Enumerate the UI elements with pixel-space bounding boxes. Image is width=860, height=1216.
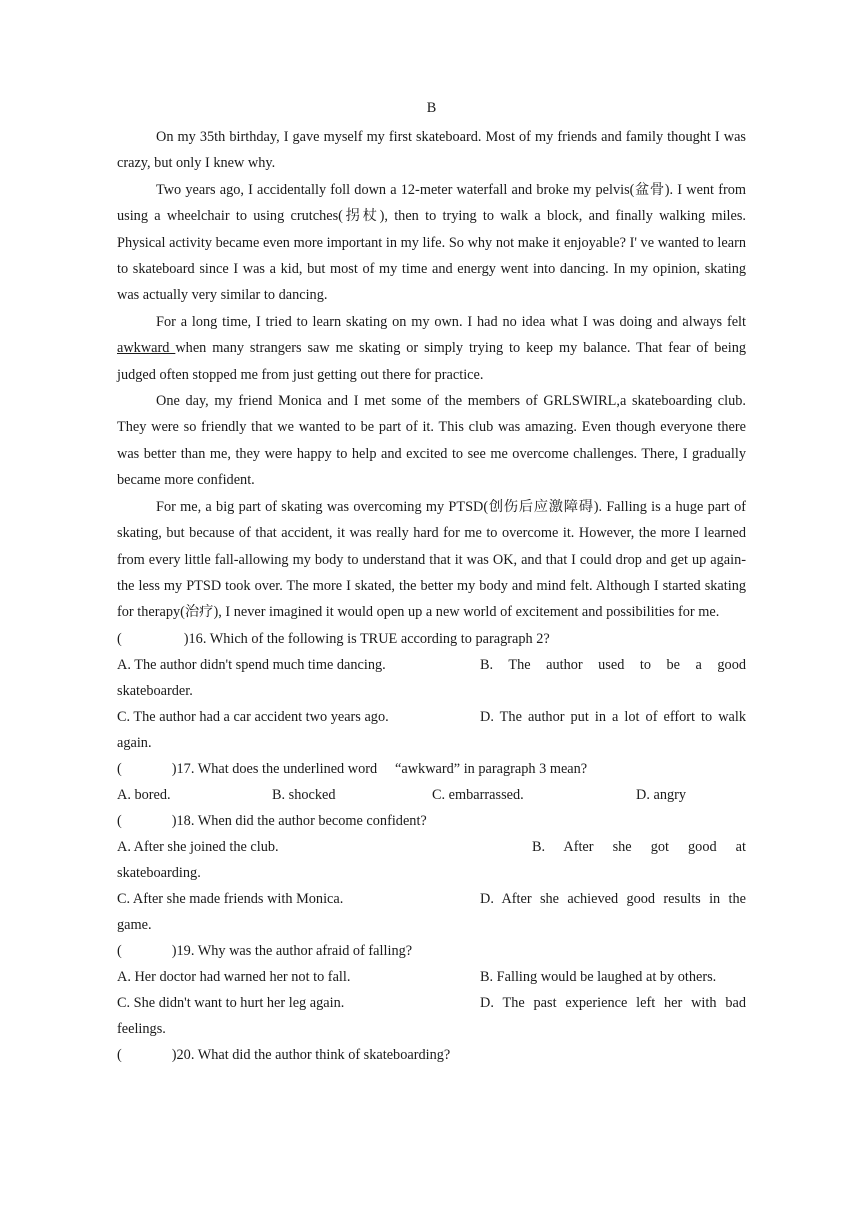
question-16-options-cd (117, 704, 746, 730)
question-20-stem: )20. What did the author think of skateboarding? (171, 1046, 451, 1063)
option-b: B. The author used to be a good (480, 656, 746, 673)
question-18-stem: )18. When did the author become confident? (171, 812, 427, 829)
question-19-stem-line (117, 938, 746, 964)
paragraph-2: Two years ago, I accidentally foll down a 12-meter waterfall and broke my pelvis(盆骨). I went from using a wheelchair to using crutches(拐杖), then to trying to walk a block, and finally walking miles. Physical activity became even more important in my life. So why not make it enjoyable? I' ve wanted to learn to skateboard since I was a kid, but most of my time and energy went into dancing. In my opinion, skating was actually very similar to dancing. (117, 181, 746, 304)
paragraph-1: On my 35th birthday, I gave myself my first skateboard. Most of my friends and family thought I was crazy, but only I knew why. (117, 129, 746, 172)
question-16 (117, 626, 746, 756)
document-page (117, 98, 746, 1068)
answer-bracket-open: ( (117, 942, 122, 959)
option-d: D. angry (636, 786, 687, 803)
question-18 (117, 808, 746, 938)
underlined-word: awkward (117, 340, 176, 357)
question-17-stem: )17. What does the underlined word “awkward” in paragraph 3 mean? (171, 760, 588, 777)
option-c: C. embarrassed. (432, 786, 524, 803)
question-20 (117, 1042, 746, 1068)
question-16-options-ab (117, 652, 746, 678)
question-18-options-ab (117, 834, 746, 860)
option-d-continued: game. (117, 916, 152, 933)
option-d-continued: again. (117, 734, 152, 751)
answer-bracket-open: ( (117, 1046, 122, 1063)
answer-bracket-open: ( (117, 630, 122, 647)
option-c: C. The author had a car accident two years ago. (117, 708, 389, 725)
option-b-continued: skateboarding. (117, 864, 201, 881)
question-19-stem: )19. Why was the author afraid of falling? (171, 942, 413, 959)
option-a: A. Her doctor had warned her not to fall. (117, 968, 351, 985)
option-c: C. She didn't want to hurt her leg again. (117, 994, 345, 1011)
paragraph-3-before: For a long time, I tried to learn skating on my own. I had no idea what I was doing and always felt (156, 313, 746, 330)
option-b: B. shocked (272, 786, 336, 803)
question-19-options-cd (117, 990, 746, 1016)
option-d: D. The author put in a lot of effort to walk (480, 708, 746, 725)
question-18-stem-line (117, 808, 746, 834)
option-b: B. Falling would be laughed at by others. (480, 968, 717, 985)
option-a: A. The author didn't spend much time dancing. (117, 656, 386, 673)
paragraph-3 (117, 309, 746, 388)
option-b: B. After she got good at (532, 838, 746, 855)
question-16-stem: )16. Which of the following is TRUE according to paragraph 2? (183, 630, 550, 647)
paragraph-3-after: when many strangers saw me skating or simply trying to keep my balance. That fear of being judged often stopped me from just getting out there for practice. (117, 340, 746, 383)
question-17-options (117, 782, 746, 808)
paragraph-4: One day, my friend Monica and I met some of the members of GRLSWIRL,a skateboarding club. They were so friendly that we wanted to be part of it. This club was amazing. Even though everyone there was better than me, they were happy to help and excited to see me overcome challenges. There, I gradually became more confident. (117, 393, 746, 489)
question-17 (117, 756, 746, 808)
section-title: B (426, 100, 437, 116)
question-16-stem-line (117, 626, 746, 652)
option-d-continued: feelings. (117, 1020, 166, 1037)
option-d: D. After she achieved good results in the (480, 890, 746, 907)
option-c: C. After she made friends with Monica. (117, 890, 344, 907)
option-d: D. The past experience left her with bad (480, 994, 746, 1011)
answer-bracket-open: ( (117, 760, 122, 777)
option-a: A. bored. (117, 786, 171, 803)
question-19-options-ab (117, 964, 746, 990)
option-a: A. After she joined the club. (117, 838, 279, 855)
question-17-stem-line (117, 756, 746, 782)
question-20-stem-line (117, 1042, 746, 1068)
option-b-continued: skateboarder. (117, 682, 193, 699)
question-18-options-cd (117, 886, 746, 912)
question-19 (117, 938, 746, 1042)
paragraph-5: For me, a big part of skating was overcoming my PTSD(创伤后应激障碍). Falling is a huge part of skating, but because of that accident, it was really hard for me to overcome it. However, the more I learned from every little fall-allowing my body to understand that it was OK, and that I could drop and get up again-the less my PTSD took over. The more I skated, the better my body and mind felt. Although I started skating for therapy(治疗), I never imagined it would open up a new world of excitement and possibilities for me. (117, 498, 746, 621)
answer-bracket-open: ( (117, 812, 122, 829)
